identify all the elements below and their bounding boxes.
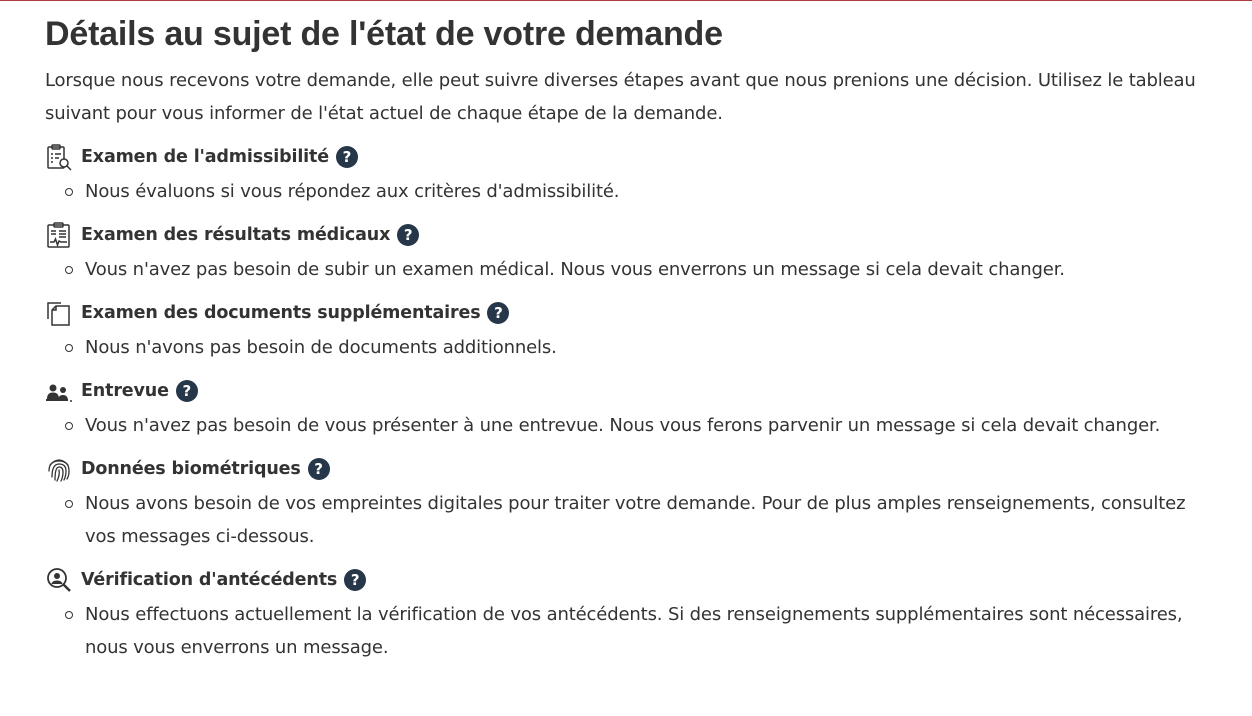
help-icon[interactable]: ?: [336, 146, 358, 168]
stage-description: Nous n'avons pas besoin de documents additionnels.: [85, 331, 1205, 364]
stage-medical: [45, 221, 1205, 286]
stage-title: Entrevue: [81, 381, 169, 401]
interview-people-icon: [45, 377, 73, 405]
stage-background-check: [45, 566, 1205, 664]
stage-interview: [45, 377, 1205, 442]
help-icon[interactable]: ?: [308, 458, 330, 480]
stage-description: Vous n'avez pas besoin de subir un examen médical. Nous vous enverrons un message si cela devait changer.: [85, 253, 1205, 286]
stage-title: Examen de l'admissibilité: [81, 147, 329, 167]
fingerprint-icon: [45, 455, 73, 483]
person-search-icon: [45, 566, 73, 594]
help-icon[interactable]: ?: [344, 569, 366, 591]
documents-icon: [45, 299, 73, 327]
help-icon[interactable]: ?: [397, 224, 419, 246]
help-icon[interactable]: ?: [487, 302, 509, 324]
help-icon[interactable]: ?: [176, 380, 198, 402]
stage-description: Nous avons besoin de vos empreintes digitales pour traiter votre demande. Pour de plus amples renseignements, consultez vos messages ci-dessous.: [85, 487, 1205, 553]
stage-title: Vérification d'antécédents: [81, 570, 338, 590]
stage-eligibility: [45, 143, 1205, 208]
medical-chart-icon: [45, 221, 73, 249]
stage-description: Vous n'avez pas besoin de vous présenter à une entrevue. Nous vous ferons parvenir un message si cela devait changer.: [85, 409, 1205, 442]
stage-documents: [45, 299, 1205, 364]
stage-title: Examen des documents supplémentaires: [81, 303, 481, 323]
intro-text: Lorsque nous recevons votre demande, elle peut suivre diverses étapes avant que nous prenions une décision. Utilisez le tableau suivant pour vous informer de l'état actuel de chaque étape de la demande.: [45, 70, 1196, 124]
page-title: Détails au sujet de l'état de votre demande: [45, 15, 723, 53]
stage-title: Examen des résultats médicaux: [81, 225, 391, 245]
stage-description: Nous évaluons si vous répondez aux critères d'admissibilité.: [85, 175, 1205, 208]
clipboard-search-icon: [45, 143, 73, 171]
status-details-section: [45, 0, 1205, 664]
stage-biometrics: [45, 455, 1205, 553]
stage-title: Données biométriques: [81, 459, 301, 479]
stage-description: Nous effectuons actuellement la vérification de vos antécédents. Si des renseignements supplémentaires sont nécessaires, nous vous enverrons un message.: [85, 598, 1205, 664]
